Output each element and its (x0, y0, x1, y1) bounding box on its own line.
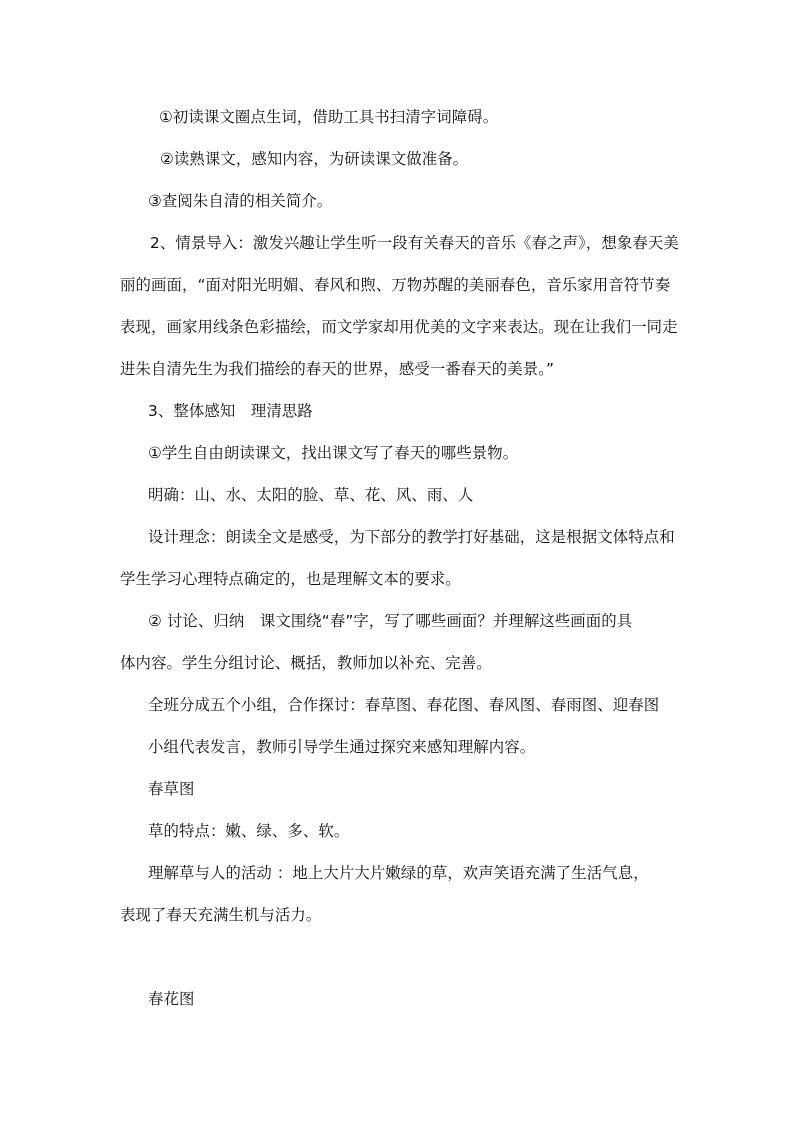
text-line: ①初读课文圈点生词，借助工具书扫清字词障碍。 (159, 108, 499, 126)
text-line: 小组代表发言，教师引导学生通过探究来感知理解内容。 (148, 738, 536, 756)
section-heading: 春草图 (148, 780, 195, 798)
section-heading: 春花图 (148, 990, 195, 1008)
text-line: ①学生自由朗读课文，找出课文写了春天的哪些景物。 (148, 444, 519, 462)
text-line: ③查阅朱自清的相关简介。 (148, 192, 333, 210)
text-line: 2、情景导入：激发兴趣让学生听一段有关春天的音乐《春之声》，想象春天美 (150, 234, 679, 252)
text-line: 表现了春天充满生机与活力。 (120, 906, 322, 924)
text-line: ②读熟课文，感知内容，为研读课文做准备。 (160, 150, 469, 168)
text-line: 学生学习心理特点确定的，也是理解文本的要求。 (120, 570, 461, 588)
text-line: 草的特点：嫩、绿、多、软。 (148, 822, 350, 840)
text-line: 表现，画家用线条色彩描绘，而文学家却用优美的文字来表达。现在让我们一同走 (120, 318, 678, 336)
text-line: 明确：山、水、太阳的脸、草、花、风、雨、人 (148, 486, 474, 504)
text-line: 进朱自清先生为我们描绘的春天的世界，感受一番春天的美景。” (120, 360, 555, 378)
text-line: 3、整体感知 理清思路 (148, 402, 313, 420)
text-line: 理解草与人的活动 ：地上大片大片嫩绿的草，欢声笑语充满了生活气息， (148, 864, 649, 882)
text-line: ② 讨论、归纳 课文围绕“春”字，写了哪些画面？并理解这些画面的具 (148, 612, 633, 630)
text-line: 全班分成五个小组，合作探讨：春草图、春花图、春风图、春雨图、迎春图 (148, 696, 660, 714)
text-line: 设计理念：朗读全文是感受，为下部分的教学打好基础，这是根据文体特点和 (148, 528, 675, 546)
text-line: 丽的画面，“面对阳光明媚、春风和煦、万物苏醒的美丽春色，音乐家用音符节奏 (120, 276, 671, 294)
text-line: 体内容。学生分组讨论、概括，教师加以补充、完善。 (120, 654, 492, 672)
